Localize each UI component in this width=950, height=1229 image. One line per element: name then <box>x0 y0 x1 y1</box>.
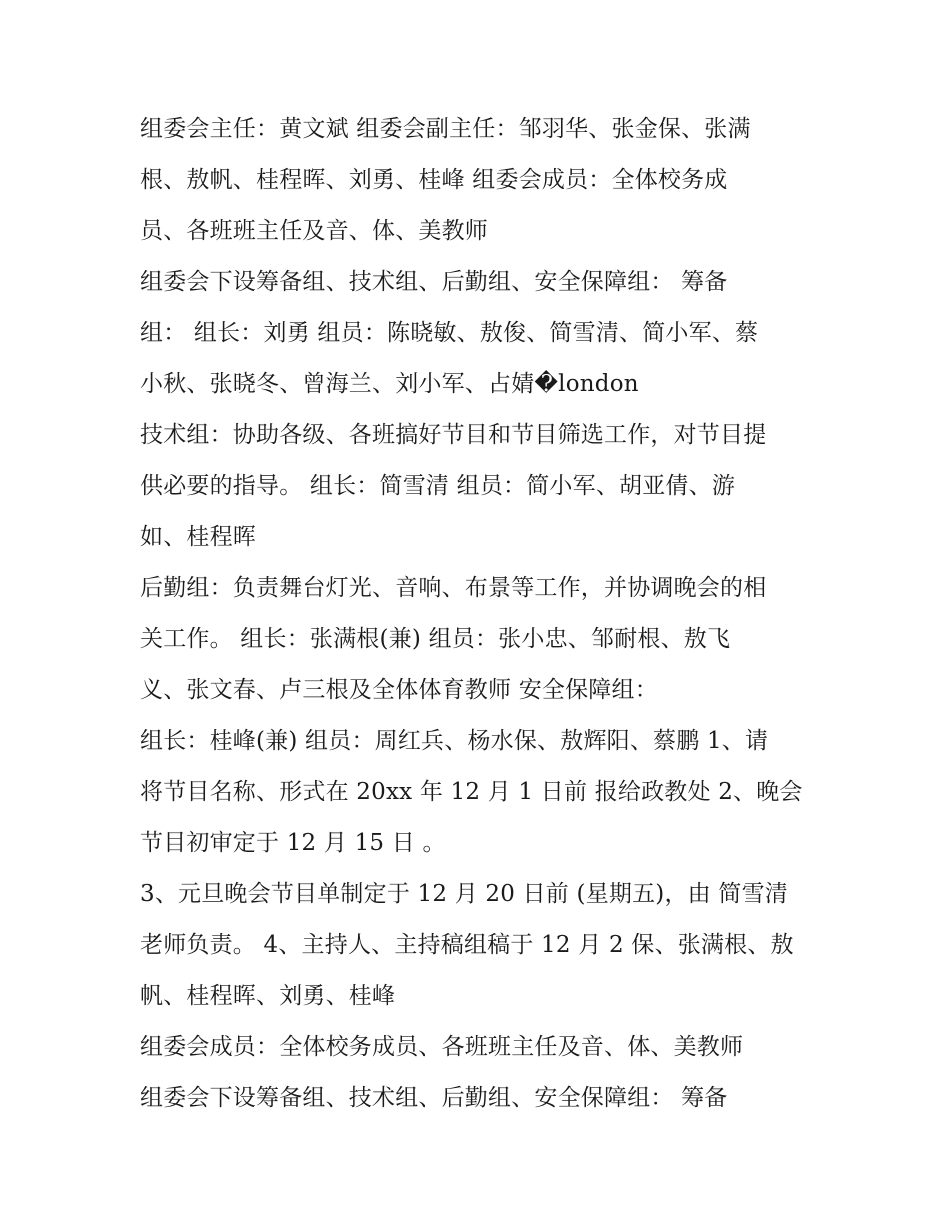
text-line-3: 员、各班班主任及音、体、美教师 <box>140 218 488 244</box>
text-line-20: 组委会下设筹备组、技术组、后勤组、安全保障组： 筹备 <box>140 1085 728 1111</box>
text-line-8: 供必要的指导。 组长：简雪清 组员：简小军、胡亚倩、游 <box>140 473 736 499</box>
text-line-14: 将节目名称、形式在 20xx 年 12 月 1 日前 报给政教处 2、晚会 <box>140 779 803 805</box>
text-line-13: 组长：桂峰(兼) 组员：周红兵、杨水保、敖辉阳、蔡鹏 1、请 <box>140 728 769 754</box>
text-line-19: 组委会成员：全体校务成员、各班班主任及音、体、美教师 <box>140 1034 744 1060</box>
text-line-1: 组委会主任：黄文斌 组委会副主任：邹羽华、张金保、张满 <box>140 116 751 142</box>
text-line-4: 组委会下设筹备组、技术组、后勤组、安全保障组： 筹备 <box>140 269 728 295</box>
text-line-11: 关工作。 组长：张满根(兼) 组员：张小忠、邹耐根、敖飞 <box>140 626 731 652</box>
text-line-18: 帆、桂程晖、刘勇、桂峰 <box>140 983 396 1009</box>
text-line-5: 组： 组长：刘勇 组员：陈晓敏、敖俊、简雪清、简小军、蔡 <box>140 320 759 346</box>
text-line-10: 后勤组：负责舞台灯光、音响、布景等工作，并协调晚会的相 <box>140 575 767 601</box>
text-line-17: 老师负责。 4、主持人、主持稿组稿于 12 月 2 保、张满根、敖 <box>140 932 794 958</box>
text-line-6: 小秋、张晓冬、曾海兰、刘小军、占婧�london <box>140 371 639 397</box>
text-line-16: 3、元旦晚会节目单制定于 12 月 20 日前 (星期五)，由 简雪清 <box>140 881 788 907</box>
text-line-2: 根、敖帆、桂程晖、刘勇、桂峰 组委会成员：全体校务成 <box>140 167 728 193</box>
text-line-7: 技术组：协助各级、各班搞好节目和节目筛选工作，对节目提 <box>140 422 767 448</box>
text-line-15: 节目初审定于 12 月 15 日 。 <box>140 830 446 856</box>
text-line-9: 如、桂程晖 <box>140 524 256 550</box>
text-line-12: 义、张文春、卢三根及全体体育教师 安全保障组： <box>140 677 658 703</box>
document-body <box>140 104 820 1124</box>
